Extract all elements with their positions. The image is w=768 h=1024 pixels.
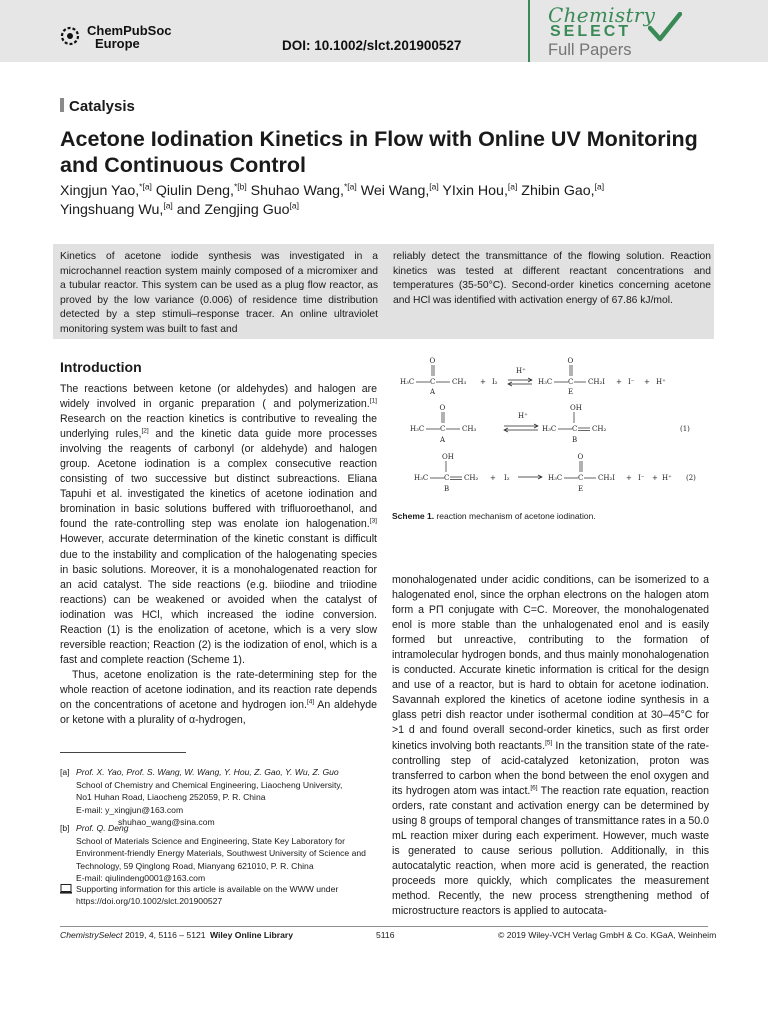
affiliation-b: [b] Prof. Q. Deng School of Materials Science and Engineering, State Key Laboratory for Environment-friendly Energy Materials, Southwest University of Science and Technology, 59 Qinglong Road, Mianyang 621010, P. R. China E-mail: qiulindeng0001@163.com (60, 822, 378, 885)
svg-text:CH₂I: CH₂I (598, 474, 616, 482)
svg-text:H₃C: H₃C (400, 378, 415, 386)
svg-text:A: A (440, 436, 446, 444)
svg-text:C: C (444, 474, 450, 482)
svg-text:+: + (644, 378, 650, 386)
svg-text:H⁺: H⁺ (656, 378, 666, 386)
svg-text:E: E (568, 388, 574, 396)
svg-text:H₃C: H₃C (538, 378, 553, 386)
svg-text:O: O (429, 357, 436, 365)
citation: ChemistrySelect 2019, 4, 5116 – 5121 (60, 930, 206, 940)
wiley-online-library-link[interactable]: Wiley Online Library (210, 930, 294, 940)
svg-text:C: C (430, 378, 436, 386)
author: Zhibin Gao,[a] (517, 181, 605, 199)
brand-full-papers: Full Papers (548, 41, 632, 59)
introduction-heading: Introduction (60, 359, 142, 375)
email-link[interactable]: E-mail: qiulindeng0001@163.com (76, 873, 206, 884)
reference-link[interactable]: [6] (530, 784, 538, 792)
reference-link[interactable]: [4] (306, 698, 315, 706)
svg-text:+: + (652, 474, 658, 482)
journal-brand (528, 0, 768, 62)
svg-text:CH₃: CH₃ (452, 378, 467, 386)
chempubsoc-logo-icon (60, 26, 80, 46)
brand-chemistry: Chemistry (548, 3, 656, 27)
affiliation-a: [a] Prof. X. Yao, Prof. S. Wang, W. Wang, Y. Hou, Z. Gao, Y. Wu, Z. Guo School of Chemistry and Chemical Engineering, Liaocheng University, No1 Huhan Road, Liaocheng 252059, P. R. China E-mail: y_xingjun@163.com shuhao_wang@sina.com (60, 766, 378, 829)
svg-text:CH₂: CH₂ (464, 474, 479, 482)
author: Shuhao Wang,$^{*[a]}$ (246, 181, 357, 199)
checkmark-icon (648, 12, 682, 42)
svg-text:H₃C: H₃C (548, 474, 563, 482)
reference-link[interactable]: [2] (141, 427, 149, 435)
svg-text:OH: OH (442, 453, 454, 461)
doi-link[interactable]: DOI: 10.1002/slct.201900527 (282, 38, 462, 53)
author: Qiulin Deng,$^{*[b]}$ (151, 181, 247, 199)
svg-text:+: + (480, 378, 486, 386)
email-link[interactable]: shuhao_wang@sina.com (118, 817, 215, 828)
author: Yingshuang Wu,[a] (60, 200, 173, 218)
svg-text:I₂: I₂ (504, 474, 510, 482)
copyright: © 2019 Wiley-VCH Verlag GmbH & Co. KGaA, Weinheim (498, 930, 717, 940)
computer-icon (60, 884, 72, 894)
svg-text:H₃C: H₃C (414, 474, 429, 482)
svg-text:O: O (567, 357, 574, 365)
svg-text:E: E (578, 485, 584, 493)
svg-text:OH: OH (570, 404, 582, 412)
svg-text:A: A (430, 388, 436, 396)
svg-text:C: C (578, 474, 584, 482)
author: YIxin Hou,[a] (438, 181, 518, 199)
journal-header (0, 0, 768, 62)
svg-text:H⁺: H⁺ (518, 412, 528, 420)
paragraph: monohalogenated under acidic conditions, can be isomerized to a halogenated enol, since the orphan electrons on the halogen atom form a PΠ conjugate with C=C. Moreover, the monohalogenated enol is more stable than the unhalogenated enol and is easily formed but unreactive, contributing to the formation of intramolecular hydrogen bonds, and thus mainly monohalogenation is conducted. Accurate kinetic information is critical for the design and use of a reactor, but is hard to obtain for acetone iodination. Savannah explored the kinetics of acetone iodine synthesis in a glass petri dish reactor under isothermal condition at 30–45°C for >1 d and found overall second-order kinetics, such as first order kinetics involving both reactants.[5] In the transition state of the rate-controlling step of acid-catalyzed ketonization, proton was transferred to carbon when the bond between the enol oxygen and its hydrogen atom was intact.[6] The reaction rate equation, reaction orders, rate constant and activation energy can be determined by using 8 groups of temporal changes of transmittance rates in a 50.0 mL reaction mixer during each experiment. However, much waste is generated to cause serious pollution. Additionally, in this autocatalytic reaction, when more acid is generated, the reaction proceeds more quickly, which complicates the measurement method. Recently, the new process strengthening method of microstructure reactors is applied to autocata- (392, 574, 710, 918)
page-number: 5116 (376, 930, 395, 940)
svg-text:(1): (1) (680, 425, 690, 433)
svg-text:I⁻: I⁻ (638, 474, 645, 482)
supporting-info-link[interactable]: Supporting information for this article is available on the WWW under https://doi.org/10.1002/slct.201900527 (76, 884, 339, 906)
section-label: Catalysis (60, 98, 135, 115)
svg-text:H⁺: H⁺ (516, 367, 526, 375)
svg-text:O: O (439, 404, 446, 412)
paragraph: Thus, acetone enolization is the rate-determining step for the whole reaction of acetone iodination, and its reaction rate depends on the concentrations of acetone and hydrogen ion.[4] An aldehyde or ketone with a plurality of α-hydrogen, (60, 668, 377, 727)
author-list (60, 182, 720, 220)
email-link[interactable]: E-mail: y_xingjun@163.com (76, 804, 184, 815)
reaction-scheme (392, 356, 710, 498)
publisher-region: Europe (95, 36, 140, 51)
supporting-information (60, 883, 380, 907)
abstract-column-2: reliably detect the transmittance of the flowing solution. Reaction kinetics was tested at different reactant concentrations and temperatures (35-50°C). Second-order kinetics concerning acetone and HCl was identified with activation energy of 67.86 kJ/mol. (393, 251, 711, 306)
svg-text:C: C (572, 425, 578, 433)
scheme-caption: Scheme 1. reaction mechanism of acetone iodination. (392, 511, 596, 521)
svg-text:C: C (568, 378, 574, 386)
svg-text:O: O (577, 453, 584, 461)
svg-text:I⁻: I⁻ (628, 378, 635, 386)
abstract-column-1: Kinetics of acetone iodide synthesis was investigated in a microchannel reaction system mainly composed of a micromixer and a tubular reactor. This system can be used as a plug flow reactor, as proved by the low variance (0.006) of residence time distribution detected by a step stimuli–response tracer. An online ultraviolet monitoring system was built to fast and (60, 251, 378, 335)
reference-link[interactable]: [1] (369, 397, 377, 405)
svg-text:(2): (2) (686, 474, 696, 482)
abstract-box (53, 244, 714, 339)
svg-text:+: + (626, 474, 632, 482)
svg-text:+: + (616, 378, 622, 386)
footnote-divider (60, 752, 186, 753)
svg-text:B: B (572, 436, 578, 444)
svg-text:C: C (440, 425, 446, 433)
author: and Zengjing Guo[a] (172, 200, 299, 218)
svg-text:CH₃: CH₃ (462, 425, 477, 433)
reference-link[interactable]: [3] (369, 517, 377, 525)
publisher-name: ChemPubSoc (87, 23, 172, 38)
svg-text:CH₂I: CH₂I (588, 378, 606, 386)
svg-text:CH₂: CH₂ (592, 425, 607, 433)
brand-select: SELECT (550, 23, 632, 40)
body-column-left (60, 382, 377, 728)
reference-link[interactable]: [5] (545, 738, 553, 746)
body-column-right (392, 573, 709, 919)
svg-text:B: B (444, 485, 450, 493)
author: Wei Wang,[a] (356, 181, 439, 199)
paragraph: The reactions between ketone (or aldehydes) and halogen are widely involved in organic preparation ( and polymerization.[1] Research on the reaction kinetics is contributive to revealing the underlying rules,[2] and the kinetic data guide more processes involving the reagents of carbonyl (or aldehyde) and halogen group. Acetone iodination is a complex consecutive reaction consisting of two successive but distinct subreactions. Eliana Tapuhi et al. investigated the kinetics of acetone iodination and bromination in basic solutions buffered with trifluoroethanol, and found the rate-controlling step was enolate ion halogenation.[3] However, accurate determination of the kinetic constant is difficult due to the instability and complication of the halogenating species in basic solutions. Moreover, it is a monohalogenated reaction for an acid catalyst. The side reactions (e.g. biiodine and triiodine reactions) can be weakened or avoided when the catalyst of iodination was HCl, which increased the iodine conversion. Reaction (1) is the enolization of acetone, which is a very slow reversible reaction; Reaction (2) is the iodization of enol, which is a fast and complete reaction (Scheme 1). (60, 383, 378, 666)
author: Xingjun Yao,$^{*[a]}$ (60, 181, 152, 199)
svg-text:H₃C: H₃C (542, 425, 557, 433)
svg-text:+: + (490, 474, 496, 482)
svg-text:H₃C: H₃C (410, 425, 425, 433)
footer-divider (60, 926, 708, 927)
svg-text:I₂: I₂ (492, 378, 498, 386)
svg-text:H⁺: H⁺ (662, 474, 672, 482)
article-title: Acetone Iodination Kinetics in Flow with Online UV Monitoring and Continuous Control (60, 127, 698, 177)
